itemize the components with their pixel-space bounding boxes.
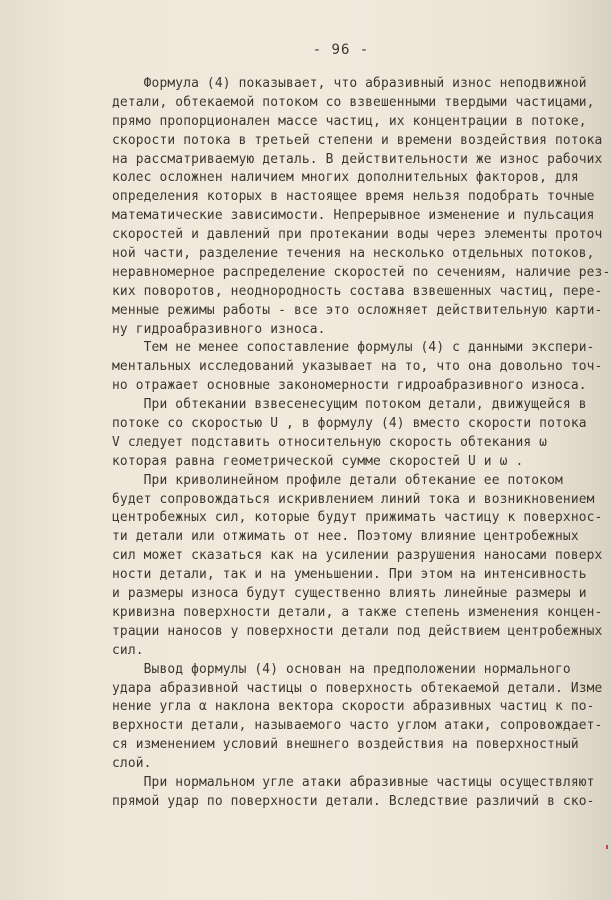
text-line: Формула (4) показывает, что абразивный износ неподвижной (112, 76, 587, 91)
text-line: сил. (112, 642, 144, 658)
text-line: математические зависимости. Непрерывное изменение и пульсация (112, 208, 595, 224)
text-line: и размеры износа будут существенно влиять линейные размеры и (112, 586, 587, 602)
text-line: Тем не менее сопоставление формулы (4) с данными экспери- (112, 340, 595, 356)
text-line: но отражает основные закономерности гидроабразивного износа. (112, 378, 587, 394)
paragraph (112, 774, 602, 812)
text-line: скоростей и давлений при протекании воды через элементы проточ (112, 227, 603, 243)
document-body (112, 75, 611, 812)
paragraph (112, 339, 602, 396)
text-line: ких поворотов, неоднородность состава взвешенных частиц, пере- (112, 283, 603, 299)
text-line: ной части, разделение течения на несколько отдельных потоков, (112, 246, 595, 262)
text-line: Вывод формулы (4) основан на предположении нормального (112, 661, 571, 677)
page-number: - 96 - (312, 42, 370, 58)
red-edge-mark (606, 845, 608, 849)
text-line: ментальных исследований указывает на то, что она довольно точ- (112, 359, 603, 375)
paragraph (112, 396, 602, 472)
paragraph (112, 472, 602, 661)
paragraph (112, 661, 602, 774)
text-line: слой. (112, 756, 152, 772)
text-line: При обтекании взвесенесущим потоком детали, движущейся в (112, 397, 587, 413)
text-line: ти детали или отжимать от нее. Поэтому влияние центробежных (112, 529, 579, 545)
text-line: При криволинейном профиле детали обтекание ее потоком (112, 472, 563, 488)
text-line: V следует подставить относительную скорость обтекания ω (112, 434, 548, 450)
text-line: нение угла α наклона вектора скорости абразивных частиц к по- (112, 699, 595, 715)
paragraph (112, 75, 611, 339)
text-line: ну гидроабразивного износа. (112, 321, 326, 337)
text-line: трации наносов у поверхности детали под действием центробежных (112, 623, 603, 639)
text-line: детали, обтекаемой потоком со взвешенными твердыми частицами, (112, 94, 595, 110)
text-line: При нормальном угле атаки абразивные частицы осуществляют (112, 774, 595, 790)
text-line: которая равна геометрической сумме скоростей U и ω . (112, 453, 524, 469)
text-line: неравномерное распределение скоростей по сечениям, наличие рез- (112, 264, 611, 280)
text-line: прямой удар по поверхности детали. Вследствие различий в ско- (112, 793, 595, 809)
text-line: центробежных сил, которые будут прижимать частицу к поверхнос- (112, 510, 603, 526)
text-line: менные режимы работы - все это осложняет действительную карти- (112, 302, 603, 318)
text-line: верхности детали, называемого часто углом атаки, сопровождает- (112, 718, 603, 734)
text-line: сил может сказаться как на усилении разрушения наносами поверх (112, 548, 603, 564)
text-line: ся изменением условий внешнего воздействия на поверхностный (112, 737, 579, 753)
text-line: на рассматриваемую деталь. В действительности же износ рабочих (112, 151, 603, 167)
text-line: потоке со скоростью U , в формулу (4) вместо скорости потока (112, 416, 587, 432)
text-line: определения которых в настоящее время нельзя подобрать точные (112, 189, 595, 205)
text-line: удара абразивной частицы о поверхность обтекаемой детали. Изме (112, 680, 603, 696)
text-line: ности детали, так и на уменьшении. При этом на интенсивность (112, 567, 587, 583)
text-line: будет сопровождаться искривлением линий тока и возникновением (112, 491, 595, 507)
text-line: колес осложнен наличием многих дополнительных факторов, для (112, 170, 579, 186)
text-line: кривизна поверхности детали, а также степень изменения концен- (112, 604, 603, 620)
text-line: скорости потока в третьей степени и времени воздействия потока (112, 132, 603, 148)
text-line: прямо пропорционален массе частиц, их концентрации в потоке, (112, 113, 587, 129)
